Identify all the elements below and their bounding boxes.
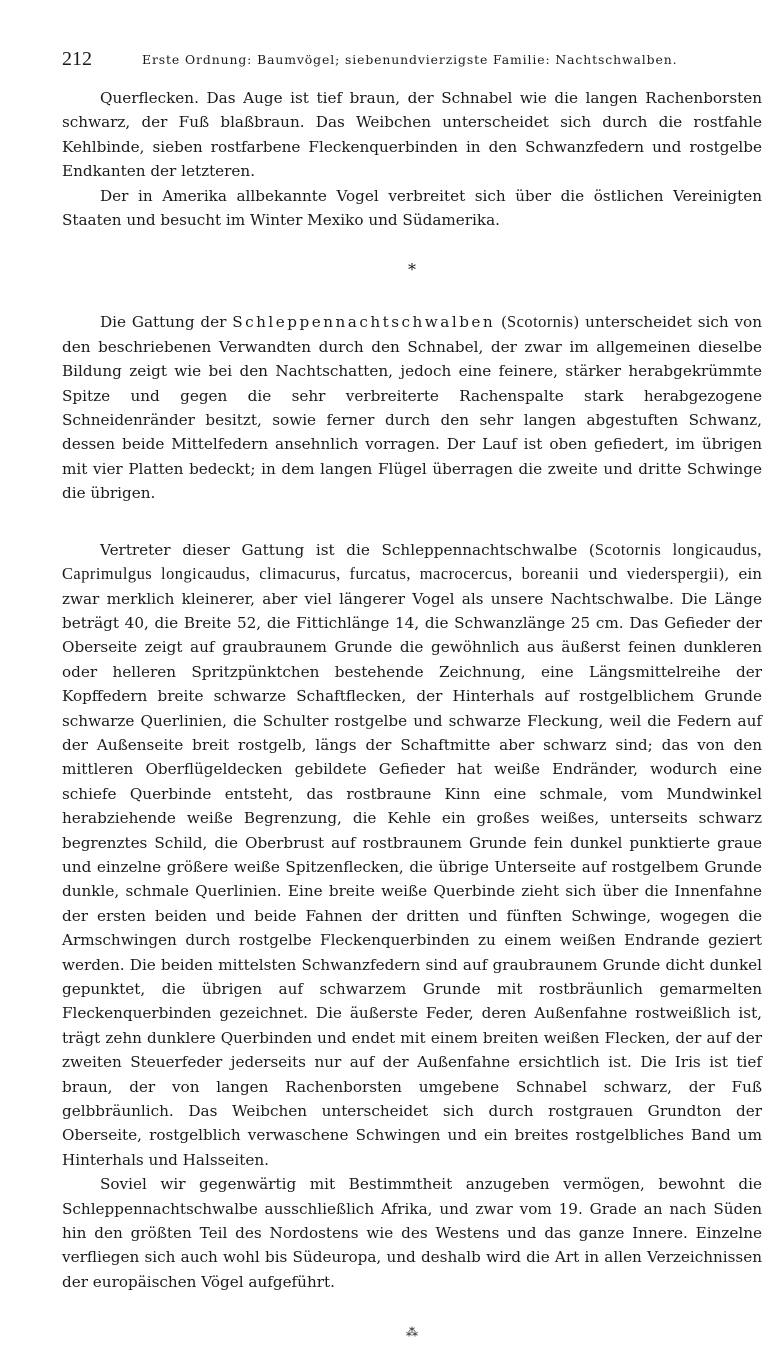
paragraph-distribution: Der in Amerika allbekannte Vogel verbreitet sich über die östlichen Vereinigten Staaten und besucht im Winter Mexiko und Südamerika. xyxy=(62,186,762,230)
page-body xyxy=(62,86,762,1345)
paragraph-genus-description xyxy=(62,310,762,505)
species-synonyms-und: und xyxy=(579,565,627,584)
page-header xyxy=(62,48,722,72)
section-divider-asterisk: * xyxy=(408,260,416,280)
paragraph-continuation: Querflecken. Das Auge ist tief braun, der Schnabel wie die langen Rachenborsten schwarz, der Fuß blaßbraun. Das Weibchen unterscheidet sich durch die rostfahle Kehlbinde, sieben rostfarbene Fleckenquerbinden in den Schwanzfedern und rostgelbe Endkanten der letzteren. xyxy=(62,89,762,181)
paragraph-species-description xyxy=(62,538,762,1173)
species-intro-text: Vertreter dieser Gattung ist die xyxy=(100,540,382,559)
genus-name: Schleppennachtschwalben xyxy=(232,313,496,332)
paragraph-range: Soviel wir gegenwärtig mit Bestimmtheit anzugeben vermögen, bewohnt die Schleppennachtschwalbe ausschließlich Afrika, und zwar vom 19. Grade an nach Süden hin den größten Teil des Nordostens wie des Westens und das ganze Innere. Einzelne verfliegen sich auch wohl bis Südeuropa, und deshalb wird die Art in allen Verzeichnissen der europäischen Vögel aufgeführt. xyxy=(62,1175,762,1291)
species-name: Schleppennachtschwalbe xyxy=(381,540,578,559)
page-number: 212 xyxy=(62,48,92,70)
genus-description-text: ) unterscheidet sich von den beschriebenen Verwandten durch den Schnabel, der zwar im allgemeinen dieselbe Bildung zeigt wie bei den Nachtschatten, jedoch eine feinere, stärker herabgekrümmte Spitze und gegen die sehr verbreiterte Rachenspalte stark herabgezogene Schneidenränder besitzt, sowie ferner durch den sehr langen abgestuften Schwanz, dessen beide Mittelfedern ansehnlich vorragen. Der Lauf ist oben gefiedert, im übrigen mit vier Platten bedeckt; in dem langen Flügel überragen die zweite und dritte Schwinge die übrigen. xyxy=(62,313,762,503)
species-synonyms: Scotornis longicaudus, Caprimulgus longicaudus, climacurus, furcatus, macrocercus, boreanii xyxy=(62,539,762,584)
species-synonym-last: viederspergii xyxy=(626,564,719,584)
genus-latin-name: Scotornis xyxy=(506,312,574,332)
closing-asterism: ⁂ xyxy=(406,1325,418,1340)
genus-paren-open: ( xyxy=(495,313,507,332)
species-description-text: ), ein zwar merklich kleinerer, aber viel längerer Vogel als unsere Nachtschwalbe. Die Länge beträgt 40, die Breite 52, die Fittichlänge 14, die Schwanzlänge 25 cm. Das Gefieder der Oberseite zeigt auf graubraunem Grunde die gewöhnlich aus äußerst feinen dunkleren oder helleren Spritzpünktchen bestehende Zeichnung, eine Längsmittelreihe der Kopffedern breite schwarze Schaftflecken, der Hinterhals auf rostgelblichem Grunde schwarze Querlinien, die Schulter rostgelbe und schwarze Fleckung, weil die Federn auf der Außenseite breit rostgelb, längs der Schaftmitte aber schwarz sind; das von den mittleren Oberflügeldecken gebildete Gefieder hat weiße Endränder, wodurch eine schiefe Querbinde entsteht, das rostbraune Kinn eine schmale, vom Mundwinkel herabziehende weiße Begrenzung, die Kehle ein großes weißes, unterseits schwarz begrenztes Schild, die Oberbrust auf rostbraunem Grunde fein dunkel punktierte graue und einzelne größere weiße Spitzenflecken, die übrige Unterseite auf rostgelbem Grunde dunkle, schmale Querlinien. Eine breite weiße Querbinde zieht sich über die Innenfahne der ersten beiden und beide Fahnen der dritten und fünften Schwinge, wogegen die Armschwingen durch rostgelbe Fleckenquerbinden zu einem weißen Endrande geziert werden. Die beiden mittelsten Schwanzfedern sind auf graubraunem Grunde dicht dunkel gepunktet, die übrigen auf schwarzem Grunde mit rostbräunlich gemarmelten Fleckenquerbinden gezeichnet. Die äußerste Feder, deren Außenfahne rostweißlich ist, trägt zehn dunklere Querbinden und endet mit einem breiten weißen Flecken, der auf der zweiten Steuerfeder jederseits nur auf der Außenfahne ersichtlich ist. Die Iris ist tief braun, der von langen Rachenborsten umgebene Schnabel schwarz, der Fuß gelbbräunlich. Das Weibchen unterscheidet sich durch rostgrauen Grundton der Oberseite, rostgelblich verwaschene Schwingen und ein breites rostgelbliches Band um Hinterhals und Halsseiten. xyxy=(62,565,762,1169)
genus-intro-text: Die Gattung der xyxy=(100,313,233,332)
running-head: Erste Ordnung: Baumvögel; siebenundvierzigste Familie: Nachtschwalben. xyxy=(142,52,678,67)
species-paren-open: ( xyxy=(577,540,595,559)
